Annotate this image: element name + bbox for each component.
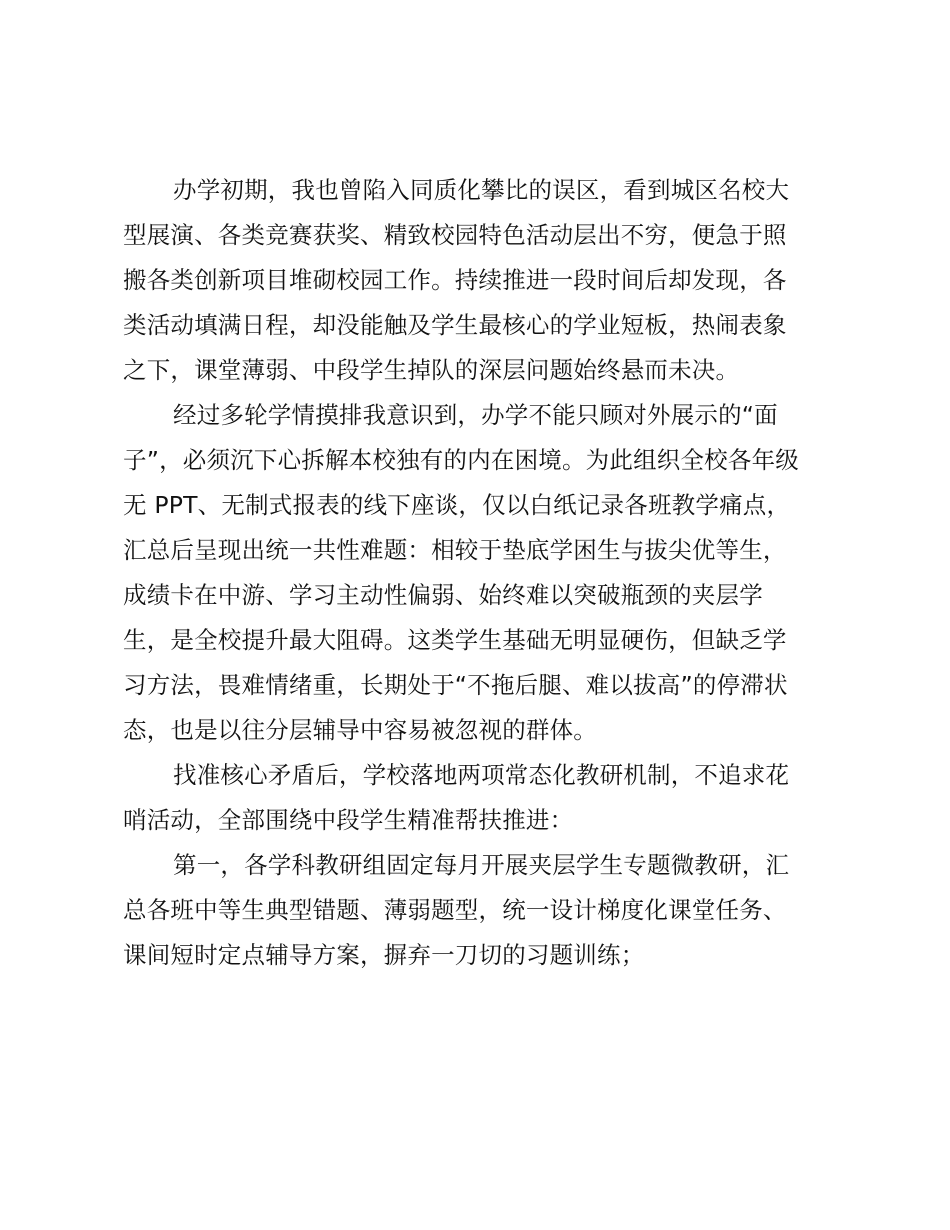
paragraph-4 (123, 843, 827, 978)
document-body (123, 168, 827, 978)
paragraph-line: 成绩卡在中游、学习主动性偏弱、始终难以突破瓶颈的夹层学 (123, 581, 763, 609)
paragraph-line: 课间短时定点辅导方案，摒弃一刀切的习题训练； (123, 941, 645, 969)
paragraph-line: 无 PPT、无制式报表的线下座谈，仅以白纸记录各班教学痛点， (123, 491, 791, 519)
paragraph-line: 汇总后呈现出统一共性难题：相较于垫底学困生与拔尖优等生， (123, 536, 787, 564)
paragraph-1 (123, 168, 827, 393)
paragraph-line: 类活动填满日程，却没能触及学生最核心的学业短板，热闹表象 (123, 311, 787, 339)
paragraph-line: 哨活动，全部围绕中段学生精准帮扶推进： (123, 806, 574, 834)
paragraph-line: 经过多轮学情摸排我意识到，办学不能只顾对外展示的“面 (173, 401, 778, 429)
paragraph-line: 第一，各学科教研组固定每月开展夹层学生专题微教研，汇 (173, 851, 790, 879)
paragraph-line: 生，是全校提升最大阻碍。这类学生基础无明显硬伤，但缺乏学 (123, 626, 787, 654)
paragraph-line: 搬各类创新项目堆砌校园工作。持续推进一段时间后却发现，各 (123, 266, 787, 294)
paragraph-line: 型展演、各类竞赛获奖、精致校园特色活动层出不穷，便急于照 (123, 221, 787, 249)
paragraph-line: 办学初期，我也曾陷入同质化攀比的误区，看到城区名校大 (173, 176, 790, 204)
paragraph-line: 习方法，畏难情绪重，长期处于“不拖后腿、难以拔高”的停滞状 (123, 671, 788, 699)
paragraph-line: 之下，课堂薄弱、中段学生掉队的深层问题始终悬而未决。 (123, 356, 740, 384)
paragraph-line: 子”，必须沉下心拆解本校独有的内在困境。为此组织全校各年级 (123, 446, 799, 474)
paragraph-line: 态，也是以往分层辅导中容易被忽视的群体。 (123, 716, 597, 744)
paragraph-line: 找准核心矛盾后，学校落地两项常态化教研机制，不追求花 (173, 761, 790, 789)
paragraph-3 (123, 753, 827, 843)
paragraph-2 (123, 393, 827, 753)
paragraph-line: 总各班中等生典型错题、薄弱题型，统一设计梯度化课堂任务、 (123, 896, 787, 924)
